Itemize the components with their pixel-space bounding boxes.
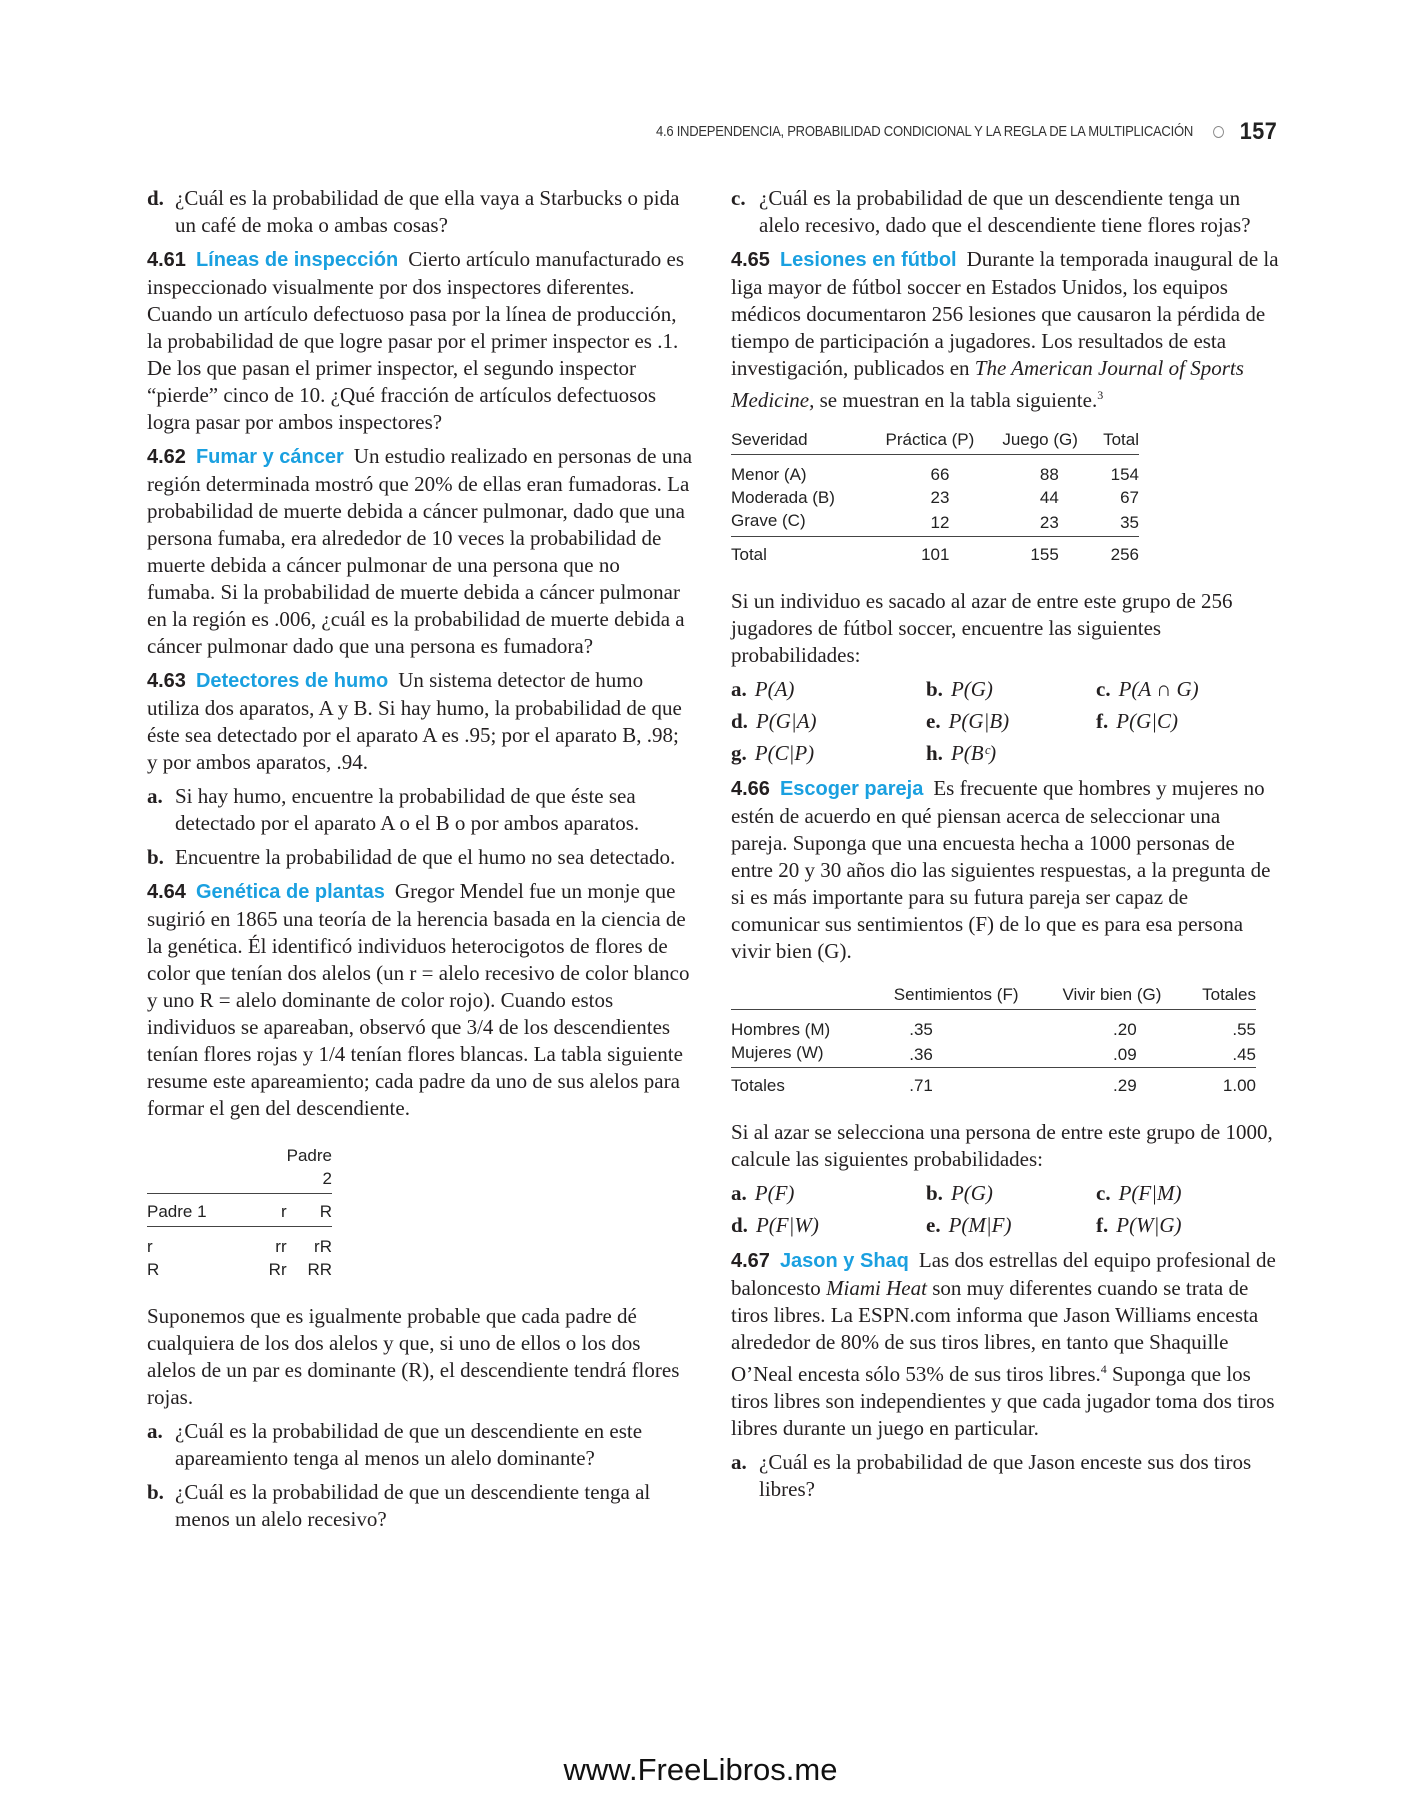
table-row	[731, 455, 1139, 487]
text: Las dos estrellas del equipo profesional de baloncesto	[731, 1248, 1276, 1300]
text: .71	[869, 1068, 1043, 1098]
exercise-item	[147, 1418, 692, 1472]
text: c.	[1096, 677, 1111, 701]
text: 4.61	[147, 249, 186, 271]
text: se muestran en la tabla siguiente.	[814, 388, 1098, 412]
text: Severidad	[731, 428, 870, 455]
text: a.	[731, 677, 747, 701]
prob-item	[1096, 1180, 1266, 1207]
footer-watermark: www.FreeLibros.me	[563, 1752, 838, 1787]
table-row	[731, 509, 1139, 537]
text: R	[287, 1194, 332, 1227]
text: 1.00	[1181, 1068, 1256, 1098]
probability-list	[731, 676, 1281, 767]
prob-item	[731, 676, 926, 703]
text: r	[147, 1237, 153, 1256]
text: b.	[926, 677, 943, 701]
text: P(M|F)	[948, 1213, 1012, 1237]
allele-table	[147, 1144, 332, 1281]
text: f.	[1096, 709, 1109, 733]
exercise-4-63	[147, 667, 692, 776]
text: P(G|B)	[948, 709, 1010, 733]
prob-item	[731, 1212, 926, 1239]
text: a.	[731, 1450, 747, 1474]
exercise-item	[147, 185, 692, 239]
text: c.	[731, 186, 746, 210]
text: c.	[1096, 1181, 1111, 1205]
text: b.	[926, 1181, 943, 1205]
exercise-4-61	[147, 246, 692, 436]
text: h.	[926, 741, 943, 765]
text: Menor (A)	[731, 465, 807, 484]
text: P(F|W)	[755, 1213, 819, 1237]
exercise-4-64	[147, 878, 692, 1122]
text: P(G|C)	[1116, 709, 1179, 733]
text: Lesiones en fútbol	[779, 249, 957, 271]
prob-item	[731, 1180, 926, 1207]
text: 3	[1097, 388, 1104, 402]
text: Cierto artículo manufacturado es inspeccionado visualmente por dos inspectores diferentes. Cuando un artículo defectuoso pasa por la línea de producción, la probabilidad de que logre pasar por el primer inspector es .1. De los que pasan el primer inspector, el segundo inspector “pierde” cinco de 10. ¿Qué fracción de artículos defectuosos logra pasar por ambos inspectores?	[147, 247, 685, 434]
prob-item	[926, 708, 1096, 735]
text: ¿Cuál es la probabilidad de que un descendiente en este apareamiento tenga al menos un alelo dominante?	[175, 1419, 643, 1470]
text: rR	[314, 1237, 332, 1256]
text: e.	[926, 709, 941, 733]
text: 4.63	[147, 670, 186, 692]
text: 154	[1110, 465, 1139, 484]
text: e.	[926, 1213, 941, 1237]
text: P(W|G)	[1116, 1213, 1182, 1237]
text: Jason y Shaq	[779, 1250, 909, 1272]
text: Genética de plantas	[195, 881, 385, 903]
text: .29	[1043, 1068, 1181, 1098]
text: P(G)	[950, 677, 993, 701]
text: Es frecuente que hombres y mujeres no estén de acuerdo en qué piensan acerca de seleccionar una pareja. Suponga que una encuesta hecha a 1000 personas de entre 20 y 30 años dio las siguientes respuestas, a la pregunta de si es más importante para su futura pareja ser capaz de comunicar sus sentimientos (F) de lo que es para esa persona vivir bien (G).	[731, 776, 1271, 963]
text: 256	[1091, 537, 1139, 567]
exercise-4-66	[731, 775, 1281, 965]
text: 4.65	[731, 249, 770, 271]
exercise-item	[731, 185, 1281, 239]
right-column	[731, 185, 1281, 1510]
text: ¿Cuál es la probabilidad de que Jason enceste sus dos tiros libres?	[759, 1450, 1252, 1501]
text: RR	[307, 1260, 332, 1279]
prob-item	[926, 1180, 1096, 1207]
table-row	[147, 1258, 332, 1281]
exercise-4-62	[147, 443, 692, 660]
text: Rr	[268, 1260, 287, 1279]
exercise-item	[147, 783, 692, 837]
text: Total	[731, 537, 870, 567]
text: 44	[1039, 488, 1059, 507]
text: 4.66	[731, 778, 770, 800]
table-row	[731, 486, 1139, 509]
text: b.	[147, 845, 164, 869]
text: Totales	[731, 1068, 869, 1098]
exercise-4-65	[731, 246, 1281, 414]
text: d.	[731, 709, 748, 733]
text: r	[247, 1194, 287, 1227]
text: Gregor Mendel fue un monje que sugirió en 1865 una teoría de la herencia basada en la ciencia de la genética. Él identificó individuos heterocigotos de flores de color que tenían dos alelos (un r = alelo recesivo de color blanco y uno R = alelo dominante de color rojo). Cuando estos individuos se apareaban, observó que 3/4 de los descendientes tenían flores rojas y 1/4 tenían flores blancas. La tabla siguiente resume este apareamiento; cada padre da uno de sus alelos para formar el gen del descendiente.	[147, 879, 690, 1120]
text: Escoger pareja	[779, 778, 924, 800]
text: P(G|A)	[755, 709, 817, 733]
text: 23	[930, 488, 950, 507]
text: .09	[1113, 1044, 1137, 1064]
text: 101	[870, 537, 989, 567]
text: R	[147, 1260, 160, 1279]
text: Un estudio realizado en personas de una región determinada mostró que 20% de ellas eran fumadoras. La probabilidad de muerte debida a cáncer pulmonar, dado que una persona fumaba, era alrededor de 10 veces la probabilidad de muerte debida a cáncer pulmonar de una persona que no fumaba. Si la probabilidad de muerte debida a cáncer pulmonar en la región es .006, ¿cuál es la probabilidad de muerte debida a cáncer pulmonar dado que una persona es fumadora?	[147, 444, 693, 658]
text: d.	[731, 1213, 748, 1237]
text: Padre 2	[287, 1144, 332, 1194]
prob-item	[1096, 676, 1266, 703]
text: Total	[1091, 428, 1139, 455]
text: .45	[1232, 1044, 1256, 1064]
text: Fumar y cáncer	[195, 446, 344, 468]
text: Padre 1	[147, 1194, 247, 1227]
text: 4.67	[731, 1250, 770, 1272]
text: .55	[1232, 1020, 1256, 1039]
page-number: 157	[1239, 118, 1277, 145]
text: Líneas de inspección	[195, 249, 399, 271]
text	[731, 983, 869, 1010]
text: g.	[731, 741, 747, 765]
text: ¿Cuál es la probabilidad de que un descendiente tenga un alelo recesivo, dado que el descendiente tiene flores rojas?	[759, 186, 1251, 237]
text: 23	[1039, 513, 1059, 532]
text: .35	[909, 1020, 933, 1039]
text: Si hay humo, encuentre la probabilidad de que éste sea detectado por el aparato A o el B o por ambos aparatos.	[175, 784, 640, 835]
text: 66	[930, 465, 950, 484]
text: P(F|M)	[1118, 1181, 1182, 1205]
table-total-row	[731, 537, 1139, 567]
text: Encuentre la probabilidad de que el humo no sea detectado.	[175, 845, 676, 869]
probability-list	[731, 1180, 1281, 1239]
text: P(Bᶜ)	[950, 741, 997, 765]
text: P(A ∩ G)	[1118, 677, 1199, 701]
text: 4.62	[147, 446, 186, 468]
text: Sentimientos (F)	[869, 983, 1043, 1010]
text: Un sistema detector de humo utiliza dos aparatos, A y B. Si hay humo, la probabilidad de que éste sea detectado por el aparato A es .95; por el aparato B, .98; y por ambos aparatos, .94.	[147, 668, 682, 774]
text: Juego (G)	[989, 428, 1090, 455]
prob-item	[926, 676, 1096, 703]
injury-table	[731, 428, 1139, 566]
text: Moderada (B)	[731, 488, 835, 507]
left-column	[147, 185, 692, 1540]
exercise-item	[147, 1479, 692, 1533]
text: 88	[1039, 465, 1059, 484]
text: Suponga que los tiros libres son independientes y que cada jugador toma dos tiros libres durante un juego en particular.	[731, 1362, 1275, 1440]
text: Grave (C)	[731, 511, 806, 530]
text: b.	[147, 1480, 164, 1504]
text: 155	[989, 537, 1090, 567]
text: .20	[1113, 1020, 1137, 1039]
text: Totales	[1181, 983, 1256, 1010]
text: P(G)	[950, 1181, 993, 1205]
text: Detectores de humo	[195, 670, 389, 692]
section-title: 4.6 INDEPENDENCIA, PROBABILIDAD CONDICIONAL Y LA REGLA DE LA MULTIPLICACIÓN	[655, 124, 1193, 140]
exercise-item	[731, 1449, 1281, 1503]
text: d.	[147, 186, 164, 210]
text: Miami Heat	[826, 1276, 927, 1300]
running-header	[656, 118, 1277, 146]
table-total-row	[731, 1068, 1256, 1098]
exercise-4-67	[731, 1247, 1281, 1442]
partner-table	[731, 983, 1256, 1097]
text: P(F)	[754, 1181, 795, 1205]
text: Vivir bien (G)	[1043, 983, 1181, 1010]
text: a.	[147, 784, 163, 808]
text: ¿Cuál es la probabilidad de que ella vaya a Starbucks o pida un café de moka o ambas cosas?	[175, 186, 680, 237]
text: P(C|P)	[754, 741, 815, 765]
paragraph: Si un individuo es sacado al azar de entre este grupo de 256 jugadores de fútbol soccer, encuentre las siguientes probabilidades:	[731, 589, 1233, 667]
text: 35	[1120, 513, 1139, 532]
prob-item	[1096, 1212, 1266, 1239]
text: .36	[909, 1044, 933, 1064]
text: 12	[930, 513, 950, 532]
text: 4	[1100, 1362, 1107, 1376]
text: Hombres (M)	[731, 1020, 831, 1039]
table-row	[731, 1041, 1256, 1068]
prob-item	[926, 740, 1096, 767]
table-row	[147, 1227, 332, 1259]
text: ¿Cuál es la probabilidad de que un descendiente tenga al menos un alelo recesivo?	[175, 1480, 651, 1531]
text: son muy diferentes cuando se trata de tiros libres. La ESPN.com informa que Jason Williams encesta alrededor de 80% de sus tiros libres, en tanto que Shaquille O’Neal encesta sólo 53% de sus tiros libres.	[731, 1276, 1259, 1386]
prob-item	[926, 1212, 1096, 1239]
text: a.	[147, 1419, 163, 1443]
text: P(A)	[754, 677, 795, 701]
text: f.	[1096, 1213, 1109, 1237]
prob-item	[1096, 708, 1266, 735]
text: a.	[731, 1181, 747, 1205]
text: Durante la temporada inaugural de la liga mayor de fútbol soccer en Estados Unidos, los equipos médicos documentaron 256 lesiones que causaron la pérdida de tiempo de participación a jugadores. Los resultados de esta investigación, publicados en	[731, 247, 1279, 380]
text: 67	[1120, 488, 1139, 507]
text: The American Journal of Sports Medicine,	[731, 356, 1244, 412]
table-row	[731, 1010, 1256, 1042]
exercise-item	[147, 844, 692, 871]
prob-item	[731, 708, 926, 735]
text: Práctica (P)	[870, 428, 989, 455]
text: rr	[275, 1237, 287, 1256]
circle-bullet-icon	[1213, 126, 1224, 138]
paragraph: Si al azar se selecciona una persona de entre este grupo de 1000, calcule las siguientes probabilidades:	[731, 1120, 1273, 1171]
text: Mujeres (W)	[731, 1043, 824, 1062]
text: 4.64	[147, 881, 186, 903]
paragraph: Suponemos que es igualmente probable que cada padre dé cualquiera de los dos alelos y que, si uno de ellos o los dos alelos de un par es dominante (R), el descendiente tendrá flores rojas.	[147, 1304, 680, 1409]
prob-item	[731, 740, 926, 767]
